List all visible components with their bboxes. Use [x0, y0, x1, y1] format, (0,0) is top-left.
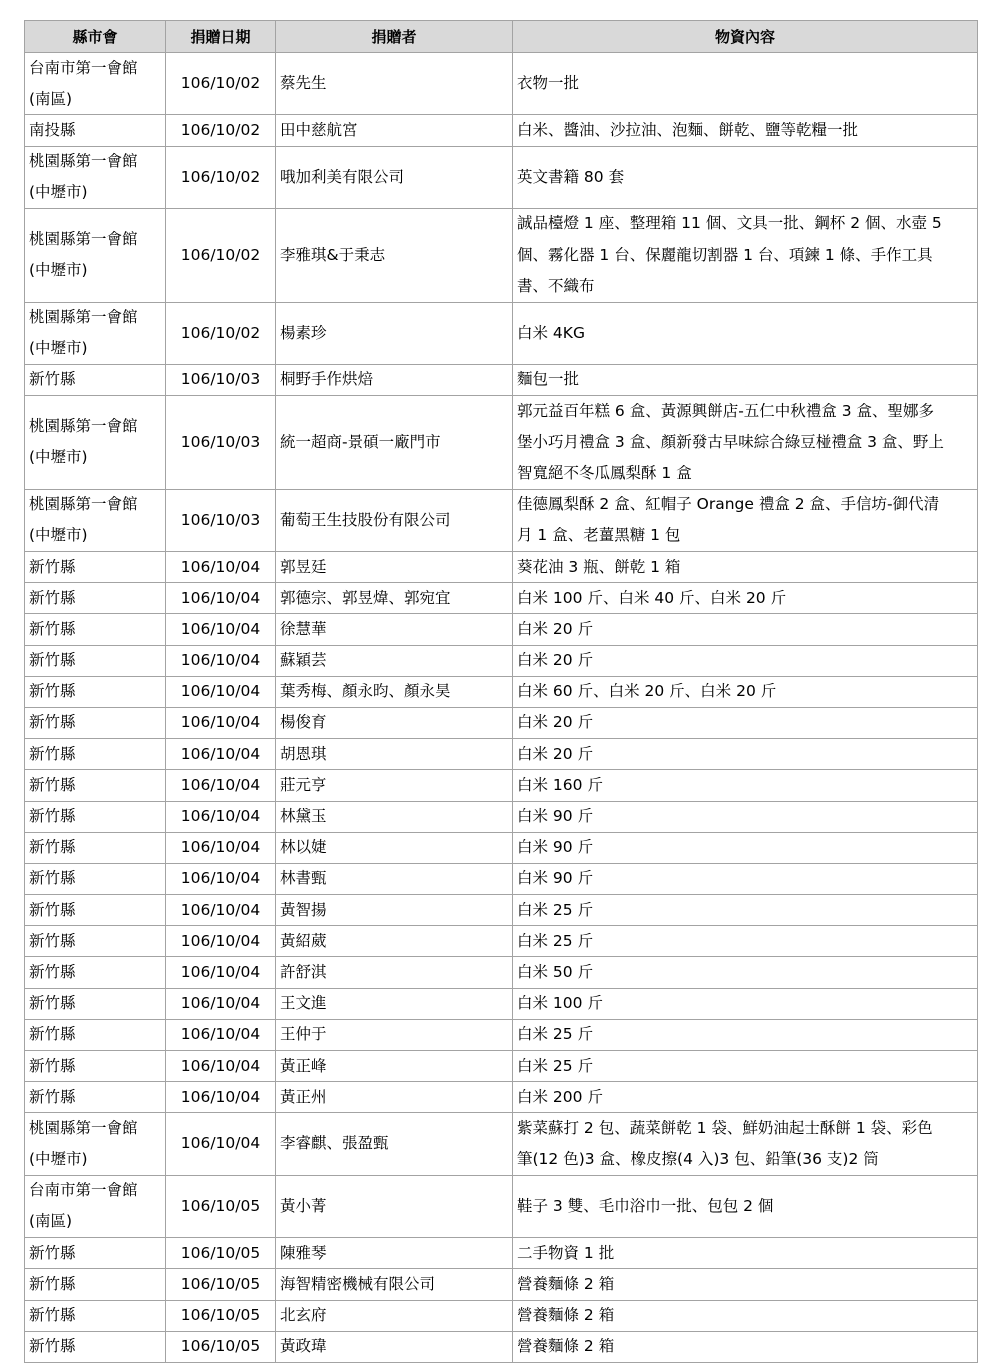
items-cell: 二手物資 1 批: [513, 1238, 978, 1269]
date-cell: 106/10/03: [166, 490, 276, 552]
table-row: [25, 1051, 978, 1082]
region-cell: 桃園縣第一會館 (中壢市): [25, 396, 166, 490]
region-cell: 新竹縣: [25, 708, 166, 739]
items-cell: 白米 100 斤: [513, 989, 978, 1020]
table-header-row: [25, 21, 978, 53]
donor-cell: 林書甄: [276, 864, 513, 895]
items-cell: 白米 90 斤: [513, 833, 978, 864]
donor-cell: 黃正峰: [276, 1051, 513, 1082]
date-cell: 106/10/02: [166, 53, 276, 115]
region-cell: 新竹縣: [25, 833, 166, 864]
region-cell: 新竹縣: [25, 739, 166, 770]
region-cell: 新竹縣: [25, 1051, 166, 1082]
date-cell: 106/10/05: [166, 1332, 276, 1363]
donor-cell: 蘇穎芸: [276, 646, 513, 677]
table-row: [25, 646, 978, 677]
items-cell: 麵包一批: [513, 365, 978, 396]
date-cell: 106/10/04: [166, 1020, 276, 1051]
date-cell: 106/10/05: [166, 1238, 276, 1269]
date-cell: 106/10/04: [166, 802, 276, 833]
date-cell: 106/10/04: [166, 614, 276, 645]
region-cell: 桃園縣第一會館 (中壢市): [25, 1113, 166, 1175]
donor-cell: 海智精密機械有限公司: [276, 1269, 513, 1300]
items-cell: 白米 100 斤、白米 40 斤、白米 20 斤: [513, 583, 978, 614]
donor-cell: 李雅琪&于秉志: [276, 209, 513, 303]
region-cell: 新竹縣: [25, 895, 166, 926]
table-row: [25, 1020, 978, 1051]
donor-cell: 郭昱廷: [276, 552, 513, 583]
items-cell: 白米 90 斤: [513, 802, 978, 833]
items-cell: 白米 20 斤: [513, 739, 978, 770]
donor-cell: 王文進: [276, 989, 513, 1020]
header-date: 捐贈日期: [166, 21, 276, 53]
table-row: [25, 1176, 978, 1238]
items-cell: 白米 20 斤: [513, 646, 978, 677]
items-cell: 白米 200 斤: [513, 1082, 978, 1113]
items-cell: 白米 25 斤: [513, 1020, 978, 1051]
date-cell: 106/10/04: [166, 833, 276, 864]
table-row: [25, 677, 978, 708]
region-cell: 新竹縣: [25, 864, 166, 895]
header-donor: 捐贈者: [276, 21, 513, 53]
region-cell: 新竹縣: [25, 1082, 166, 1113]
items-cell: 白米 50 斤: [513, 957, 978, 988]
donor-cell: 胡恩琪: [276, 739, 513, 770]
date-cell: 106/10/04: [166, 895, 276, 926]
region-cell: 新竹縣: [25, 770, 166, 801]
region-cell: 新竹縣: [25, 614, 166, 645]
date-cell: 106/10/04: [166, 957, 276, 988]
date-cell: 106/10/04: [166, 1051, 276, 1082]
table-row: [25, 1269, 978, 1300]
donor-cell: 林黛玉: [276, 802, 513, 833]
table-row: [25, 490, 978, 552]
region-cell: 桃園縣第一會館 (中壢市): [25, 147, 166, 209]
region-cell: 新竹縣: [25, 552, 166, 583]
donor-cell: 楊素珍: [276, 303, 513, 365]
donor-cell: 蔡先生: [276, 53, 513, 115]
table-row: [25, 895, 978, 926]
date-cell: 106/10/02: [166, 303, 276, 365]
donor-cell: 哦加利美有限公司: [276, 147, 513, 209]
region-cell: 新竹縣: [25, 1269, 166, 1300]
date-cell: 106/10/04: [166, 552, 276, 583]
donor-cell: 黃小菁: [276, 1176, 513, 1238]
table-row: [25, 739, 978, 770]
table-row: [25, 1238, 978, 1269]
items-cell: 白米、醬油、沙拉油、泡麵、餅乾、鹽等乾糧一批: [513, 115, 978, 146]
date-cell: 106/10/04: [166, 583, 276, 614]
table-row: [25, 1082, 978, 1113]
items-cell: 白米 60 斤、白米 20 斤、白米 20 斤: [513, 677, 978, 708]
items-cell: 營養麵條 2 箱: [513, 1332, 978, 1363]
table-row: [25, 1332, 978, 1363]
region-cell: 新竹縣: [25, 365, 166, 396]
header-region: 縣市會: [25, 21, 166, 53]
date-cell: 106/10/04: [166, 1113, 276, 1175]
region-cell: 新竹縣: [25, 926, 166, 957]
table-row: [25, 365, 978, 396]
table-row: [25, 303, 978, 365]
region-cell: 桃園縣第一會館 (中壢市): [25, 490, 166, 552]
region-cell: 新竹縣: [25, 957, 166, 988]
date-cell: 106/10/04: [166, 1082, 276, 1113]
items-cell: 衣物一批: [513, 53, 978, 115]
items-cell: 英文書籍 80 套: [513, 147, 978, 209]
date-cell: 106/10/02: [166, 209, 276, 303]
donor-cell: 李睿麒、張盈甄: [276, 1113, 513, 1175]
date-cell: 106/10/04: [166, 739, 276, 770]
date-cell: 106/10/05: [166, 1269, 276, 1300]
date-cell: 106/10/04: [166, 926, 276, 957]
table-body: [25, 53, 978, 1363]
items-cell: 營養麵條 2 箱: [513, 1269, 978, 1300]
table-row: [25, 989, 978, 1020]
region-cell: 新竹縣: [25, 989, 166, 1020]
donor-cell: 黃正州: [276, 1082, 513, 1113]
donor-cell: 許舒淇: [276, 957, 513, 988]
donor-cell: 陳雅琴: [276, 1238, 513, 1269]
items-cell: 紫菜蘇打 2 包、蔬菜餅乾 1 袋、鮮奶油起士酥餅 1 袋、彩色 筆(12 色)3 盒、橡皮擦(4 入)3 包、鉛筆(36 支)2 筒: [513, 1113, 978, 1175]
date-cell: 106/10/02: [166, 147, 276, 209]
donor-cell: 黃政瑋: [276, 1332, 513, 1363]
region-cell: 新竹縣: [25, 1020, 166, 1051]
items-cell: 白米 25 斤: [513, 1051, 978, 1082]
date-cell: 106/10/05: [166, 1301, 276, 1332]
items-cell: 白米 90 斤: [513, 864, 978, 895]
items-cell: 白米 25 斤: [513, 926, 978, 957]
date-cell: 106/10/04: [166, 770, 276, 801]
donor-cell: 黃智揚: [276, 895, 513, 926]
table-row: [25, 583, 978, 614]
region-cell: 新竹縣: [25, 1238, 166, 1269]
header-items: 物資內容: [513, 21, 978, 53]
table-row: [25, 614, 978, 645]
table-row: [25, 864, 978, 895]
donor-cell: 北玄府: [276, 1301, 513, 1332]
region-cell: 新竹縣: [25, 583, 166, 614]
items-cell: 白米 4KG: [513, 303, 978, 365]
date-cell: 106/10/04: [166, 864, 276, 895]
region-cell: 桃園縣第一會館 (中壢市): [25, 209, 166, 303]
donor-cell: 楊俊育: [276, 708, 513, 739]
donor-cell: 葡萄王生技股份有限公司: [276, 490, 513, 552]
date-cell: 106/10/04: [166, 677, 276, 708]
region-cell: 桃園縣第一會館 (中壢市): [25, 303, 166, 365]
table-row: [25, 396, 978, 490]
items-cell: 誠品檯燈 1 座、整理箱 11 個、文具一批、鋼杯 2 個、水壺 5 個、霧化器 1 台、保麗龍切割器 1 台、項鍊 1 條、手作工具 書、不織布: [513, 209, 978, 303]
region-cell: 南投縣: [25, 115, 166, 146]
date-cell: 106/10/03: [166, 396, 276, 490]
table-row: [25, 802, 978, 833]
table-row: [25, 552, 978, 583]
region-cell: 新竹縣: [25, 802, 166, 833]
region-cell: 新竹縣: [25, 677, 166, 708]
table-row: [25, 147, 978, 209]
date-cell: 106/10/04: [166, 708, 276, 739]
table-row: [25, 770, 978, 801]
table-row: [25, 1301, 978, 1332]
table-row: [25, 115, 978, 146]
region-cell: 新竹縣: [25, 646, 166, 677]
region-cell: 台南市第一會館 (南區): [25, 53, 166, 115]
table-row: [25, 1113, 978, 1175]
items-cell: 鞋子 3 雙、毛巾浴巾一批、包包 2 個: [513, 1176, 978, 1238]
items-cell: 白米 20 斤: [513, 708, 978, 739]
table-row: [25, 209, 978, 303]
region-cell: 新竹縣: [25, 1301, 166, 1332]
donor-cell: 桐野手作烘焙: [276, 365, 513, 396]
date-cell: 106/10/03: [166, 365, 276, 396]
donor-cell: 王仲于: [276, 1020, 513, 1051]
date-cell: 106/10/02: [166, 115, 276, 146]
donation-table: [24, 20, 978, 1363]
items-cell: 白米 25 斤: [513, 895, 978, 926]
date-cell: 106/10/04: [166, 646, 276, 677]
donor-cell: 林以婕: [276, 833, 513, 864]
region-cell: 新竹縣: [25, 1332, 166, 1363]
donor-cell: 統一超商-景碩一廠門市: [276, 396, 513, 490]
donor-cell: 莊元亨: [276, 770, 513, 801]
table-row: [25, 708, 978, 739]
table-row: [25, 957, 978, 988]
items-cell: 葵花油 3 瓶、餅乾 1 箱: [513, 552, 978, 583]
date-cell: 106/10/05: [166, 1176, 276, 1238]
date-cell: 106/10/04: [166, 989, 276, 1020]
items-cell: 白米 20 斤: [513, 614, 978, 645]
donor-cell: 郭德宗、郭昱煒、郭宛宜: [276, 583, 513, 614]
items-cell: 郭元益百年糕 6 盒、黃源興餅店-五仁中秋禮盒 3 盒、聖娜多 堡小巧月禮盒 3 盒、顏新發古早味綜合綠豆椪禮盒 3 盒、野上 智寬絕不冬瓜鳳梨酥 1 盒: [513, 396, 978, 490]
donor-cell: 黃紹葳: [276, 926, 513, 957]
table-row: [25, 926, 978, 957]
items-cell: 白米 160 斤: [513, 770, 978, 801]
donor-cell: 徐慧華: [276, 614, 513, 645]
donor-cell: 葉秀梅、顏永昀、顏永昊: [276, 677, 513, 708]
items-cell: 佳德鳳梨酥 2 盒、紅帽子 Orange 禮盒 2 盒、手信坊-御代清 月 1 盒、老薑黑糖 1 包: [513, 490, 978, 552]
region-cell: 台南市第一會館 (南區): [25, 1176, 166, 1238]
items-cell: 營養麵條 2 箱: [513, 1301, 978, 1332]
table-row: [25, 833, 978, 864]
donor-cell: 田中慈航宮: [276, 115, 513, 146]
table-row: [25, 53, 978, 115]
